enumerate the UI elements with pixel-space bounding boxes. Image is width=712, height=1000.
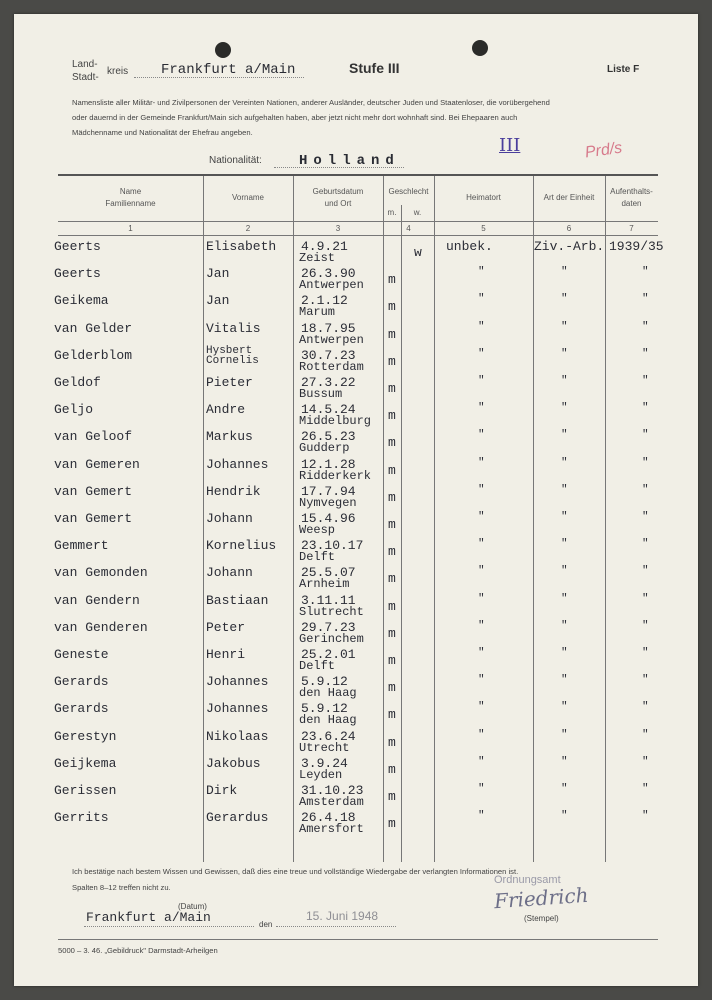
row-place: Weesp: [299, 523, 336, 537]
pink-stamp: Prd/s: [583, 139, 624, 162]
row-stay: ": [642, 538, 649, 551]
row-date: 4.9.21: [301, 239, 348, 254]
row-home: ": [478, 701, 485, 714]
table-top-border: [58, 174, 658, 176]
kreis-label: kreis: [107, 66, 129, 77]
row-name: van Gendern: [54, 592, 140, 608]
row-name: Geldof: [54, 375, 101, 390]
row-sex: m: [388, 299, 396, 315]
row-unit: ": [561, 320, 568, 333]
row-home: ": [478, 429, 485, 442]
row-place: Antwerpen: [299, 332, 364, 347]
row-date: 23.10.17: [301, 538, 364, 554]
date-label: (Datum): [178, 902, 207, 911]
row-name: Geikema: [54, 293, 109, 309]
row-home: ": [478, 320, 485, 333]
row-unit: ": [561, 674, 568, 687]
row-sex: m: [388, 408, 396, 424]
row-stay: ": [642, 511, 649, 523]
row-stay: ": [642, 619, 649, 632]
column-header-geschlecht: Geschlecht: [388, 187, 429, 196]
document-page: [14, 14, 698, 986]
column-divider: [203, 176, 204, 862]
row-first: Johannes: [206, 456, 269, 472]
row-sex: w: [414, 245, 422, 260]
row-place: Amsterdam: [299, 795, 364, 809]
row-sex: m: [388, 462, 396, 478]
row-home: ": [478, 511, 485, 523]
row-home: ": [478, 783, 485, 795]
row-date: 3.9.24: [301, 755, 348, 771]
row-first: Kornelius: [206, 538, 277, 554]
row-first: Vitalis: [206, 320, 261, 336]
column-divider: [533, 176, 534, 862]
row-unit: ": [561, 402, 568, 415]
row-stay: ": [642, 783, 649, 795]
row-first: Peter: [206, 619, 246, 635]
row-home: ": [478, 674, 485, 687]
row-name: Gemmert: [54, 538, 109, 554]
column-header-vorname: Vorname: [231, 193, 265, 202]
date-dotted-line: [276, 926, 396, 927]
row-unit: ": [561, 483, 568, 496]
land-label: Land-: [72, 59, 98, 70]
row-date: 26.4.18: [301, 810, 356, 826]
row-stay: ": [642, 728, 649, 741]
row-stay: ": [642, 592, 649, 605]
row-unit: ": [561, 810, 568, 823]
row-name: Gerards: [54, 674, 109, 690]
row-unit: ": [561, 592, 568, 605]
nationality-label: Nationalität:: [209, 155, 262, 166]
row-sex: m: [388, 571, 396, 587]
row-date: 12.1.28: [301, 456, 356, 472]
row-stay: 1939/35: [609, 239, 664, 254]
row-first: Markus: [206, 429, 253, 445]
row-stay: ": [642, 565, 649, 578]
row-name: van Gemonden: [54, 565, 148, 581]
row-date: 31.10.23: [301, 783, 364, 798]
confirmation-text: Ich bestätige nach bestem Wissen und Gewissen, daß dies eine treue und vollständige Wiedergabe der verlangten Informationen ist.: [72, 867, 519, 876]
row-name: van Gelder: [54, 320, 133, 336]
row-sex: m: [388, 353, 396, 369]
row-place: Gudderp: [299, 441, 350, 456]
intro-line: Mädchenname und Nationalität der Ehefrau angeben.: [72, 128, 253, 137]
row-home: ": [478, 565, 485, 578]
row-name: van Gemert: [54, 483, 133, 499]
row-name: Geijkema: [54, 755, 117, 771]
row-unit: ": [561, 538, 568, 551]
column-divider: [605, 176, 606, 862]
row-first: Johann: [206, 565, 253, 581]
footer-divider: [58, 939, 658, 940]
row-first: Bastiaan: [206, 592, 269, 608]
row-home: unbek.: [446, 239, 493, 254]
row-unit: ": [561, 783, 568, 795]
row-sex: m: [388, 653, 396, 668]
column-number: 1: [128, 224, 133, 233]
stadt-label: Stadt-: [72, 72, 99, 83]
row-home: ": [478, 483, 485, 496]
row-home: ": [478, 266, 485, 279]
column-number: 7: [629, 224, 634, 233]
row-name: Geneste: [54, 647, 109, 662]
row-unit: ": [561, 701, 568, 714]
row-name: van Gemeren: [54, 456, 140, 472]
column-divider: [293, 176, 294, 862]
row-place: Delft: [299, 550, 336, 565]
column-header-geburt: Geburtsdatum und Ort: [312, 187, 364, 208]
row-date: 14.5.24: [301, 402, 356, 418]
table-header-divider: [58, 221, 658, 222]
row-unit: ": [561, 375, 568, 387]
row-name: van Gemert: [54, 511, 133, 526]
row-first: Pieter: [206, 375, 253, 390]
row-date: 27.3.22: [301, 375, 356, 390]
row-first: Jan: [206, 293, 230, 309]
row-sex: m: [388, 381, 396, 396]
row-first: Johannes: [206, 701, 269, 717]
row-place: Marum: [299, 305, 336, 320]
punch-hole: [215, 42, 231, 58]
row-date: 18.7.95: [301, 320, 356, 336]
column-number: 4: [406, 224, 411, 233]
row-place: Leyden: [299, 767, 343, 782]
column-divider: [383, 176, 384, 862]
den-label: den: [259, 920, 273, 929]
row-date: 25.2.01: [301, 647, 356, 662]
column-header-w: w.: [413, 208, 422, 217]
row-sex: m: [388, 625, 396, 641]
row-name: Gerards: [54, 701, 109, 717]
row-place: den Haag: [299, 686, 357, 701]
row-place: Nymvegen: [299, 495, 357, 510]
row-unit: ": [561, 565, 568, 578]
row-unit: ": [561, 429, 568, 442]
row-first: Hendrik: [206, 483, 261, 499]
place-dotted-line: [84, 926, 254, 927]
row-stay: ": [642, 456, 649, 469]
column-header-name: Name Familienname: [105, 187, 156, 208]
stamp-label: (Stempel): [524, 914, 559, 923]
row-place: Slutrecht: [299, 604, 364, 619]
row-date: 26.5.23: [301, 429, 356, 445]
row-first: Hysbert Cornelis: [206, 344, 259, 367]
row-first: Johann: [206, 511, 253, 526]
column-header-heimatort: Heimatort: [466, 193, 501, 202]
row-home: ": [478, 293, 485, 306]
row-place: Utrecht: [299, 740, 350, 755]
row-first: Henri: [206, 647, 246, 662]
column-number: 3: [335, 224, 341, 233]
row-unit: ": [561, 266, 568, 279]
row-home: ": [478, 755, 485, 768]
row-home: ": [478, 402, 485, 415]
row-place: Ridderkerk: [299, 468, 372, 483]
liste-label: Liste F: [607, 64, 640, 75]
row-place: Middelburg: [299, 414, 372, 429]
row-sex: m: [388, 598, 396, 614]
row-stay: ": [642, 402, 649, 415]
row-date: 5.9.12: [301, 674, 348, 690]
row-unit: ": [561, 619, 568, 632]
column-number: 6: [566, 224, 572, 233]
row-date: 30.7.23: [301, 347, 356, 363]
column-number: 5: [481, 224, 486, 233]
row-date: 25.5.07: [301, 565, 356, 581]
row-date: 17.7.94: [301, 483, 356, 499]
row-sex: m: [388, 489, 396, 505]
row-unit: ": [561, 728, 568, 741]
row-sex: m: [388, 517, 396, 532]
row-place: Zeist: [299, 251, 336, 265]
row-stay: ": [642, 483, 649, 496]
row-name: Gerrits: [54, 810, 109, 826]
row-stay: ": [642, 347, 649, 360]
row-home: ": [478, 456, 485, 469]
row-stay: ": [642, 266, 649, 279]
row-unit: Ziv.-Arb.: [534, 239, 605, 254]
row-first: Jan: [206, 266, 230, 282]
row-unit: ": [561, 347, 568, 360]
row-sex: m: [388, 816, 396, 832]
row-stay: ": [642, 429, 649, 442]
row-name: Gerestyn: [54, 728, 117, 744]
row-stay: ": [642, 755, 649, 768]
handwritten-signature: Friedrich: [493, 882, 590, 914]
row-first: Gerardus: [206, 810, 269, 826]
row-name: Gerissen: [54, 783, 117, 798]
table-number-divider: [58, 235, 658, 236]
row-unit: ": [561, 647, 568, 659]
row-home: ": [478, 810, 485, 823]
row-place: Gerinchem: [299, 631, 364, 646]
row-home: ": [478, 592, 485, 605]
row-home: ": [478, 728, 485, 741]
row-date: 5.9.12: [301, 701, 348, 717]
row-first: Nikolaas: [206, 728, 269, 744]
printer-note: 5000 – 3. 46. „Gebildruck" Darmstadt-Arheilgen: [58, 946, 218, 955]
row-date: 26.3.90: [301, 266, 356, 282]
punch-hole: [472, 40, 488, 56]
row-home: ": [478, 347, 485, 360]
row-place: Amersfort: [299, 822, 364, 837]
row-stay: ": [642, 375, 649, 387]
row-sex: m: [388, 707, 396, 723]
row-first: Jakobus: [206, 755, 261, 771]
row-sex: m: [388, 789, 396, 804]
row-sex: m: [388, 544, 396, 560]
row-sex: m: [388, 734, 396, 750]
row-date: 3.11.11: [301, 592, 356, 608]
row-date: 2.1.12: [301, 293, 348, 309]
column-divider: [434, 176, 435, 862]
date-stamp: 15. Juni 1948: [306, 909, 379, 923]
row-stay: ": [642, 810, 649, 823]
column-number: 2: [245, 224, 251, 233]
row-unit: ": [561, 511, 568, 523]
signature-place: Frankfurt a/Main: [86, 910, 211, 925]
row-stay: ": [642, 674, 649, 687]
row-unit: ": [561, 456, 568, 469]
row-name: van Genderen: [54, 619, 148, 635]
row-place: Bussum: [299, 387, 343, 401]
row-date: 29.7.23: [301, 619, 356, 635]
office-stamp: Ordnungsamt: [494, 874, 561, 886]
row-sex: m: [388, 761, 396, 777]
intro-line: oder dauernd in der Gemeinde Frankfurt/Main sich aufgehalten haben, aber jetzt nicht mehr dort wohnhaft sind. Bei Ehepaaren auch: [72, 113, 518, 122]
nationality-value: Holland: [299, 153, 400, 169]
row-sex: m: [388, 326, 396, 342]
column-header-einheit: Art der Einheit: [543, 193, 595, 202]
row-home: ": [478, 647, 485, 659]
row-date: 23.6.24: [301, 728, 356, 744]
row-name: Geerts: [54, 239, 101, 254]
row-home: ": [478, 619, 485, 632]
row-home: ": [478, 375, 485, 387]
row-name: Gelderblom: [54, 347, 133, 363]
column-header-aufenthalt: Aufenthalts- daten: [610, 187, 653, 208]
row-stay: ": [642, 320, 649, 333]
row-sex: m: [388, 680, 396, 696]
intro-line: Namensliste aller Militär- und Zivilpersonen der Vereinten Nationen, anderer Ausländer, deutscher Juden und Staatenloser, die vorübergehend: [72, 98, 550, 107]
row-stay: ": [642, 293, 649, 306]
row-date: 15.4.96: [301, 511, 356, 526]
row-stay: ": [642, 701, 649, 714]
roman-numeral-annotation: III: [499, 135, 521, 156]
confirmation-note: Spalten 8–12 treffen nicht zu.: [72, 883, 171, 892]
stufe-title: Stufe III: [349, 60, 400, 76]
row-first: Andre: [206, 402, 246, 418]
row-place: Antwerpen: [299, 278, 364, 293]
row-place: Arnheim: [299, 577, 350, 592]
row-first: Elisabeth: [206, 239, 277, 254]
row-stay: ": [642, 647, 649, 659]
row-first: Dirk: [206, 783, 238, 798]
row-place: Delft: [299, 659, 336, 673]
row-unit: ": [561, 293, 568, 306]
row-name: Geerts: [54, 266, 101, 282]
row-home: ": [478, 538, 485, 551]
row-place: Rotterdam: [299, 359, 364, 374]
row-unit: ": [561, 755, 568, 768]
city-name: Frankfurt a/Main: [161, 62, 296, 78]
row-sex: m: [388, 435, 396, 451]
row-name: Geljo: [54, 402, 94, 418]
row-first: Johannes: [206, 674, 269, 690]
column-divider: [401, 205, 402, 862]
column-header-m: m.: [387, 208, 397, 217]
row-name: van Geloof: [54, 429, 133, 445]
row-place: den Haag: [299, 713, 357, 728]
row-sex: m: [388, 272, 396, 288]
